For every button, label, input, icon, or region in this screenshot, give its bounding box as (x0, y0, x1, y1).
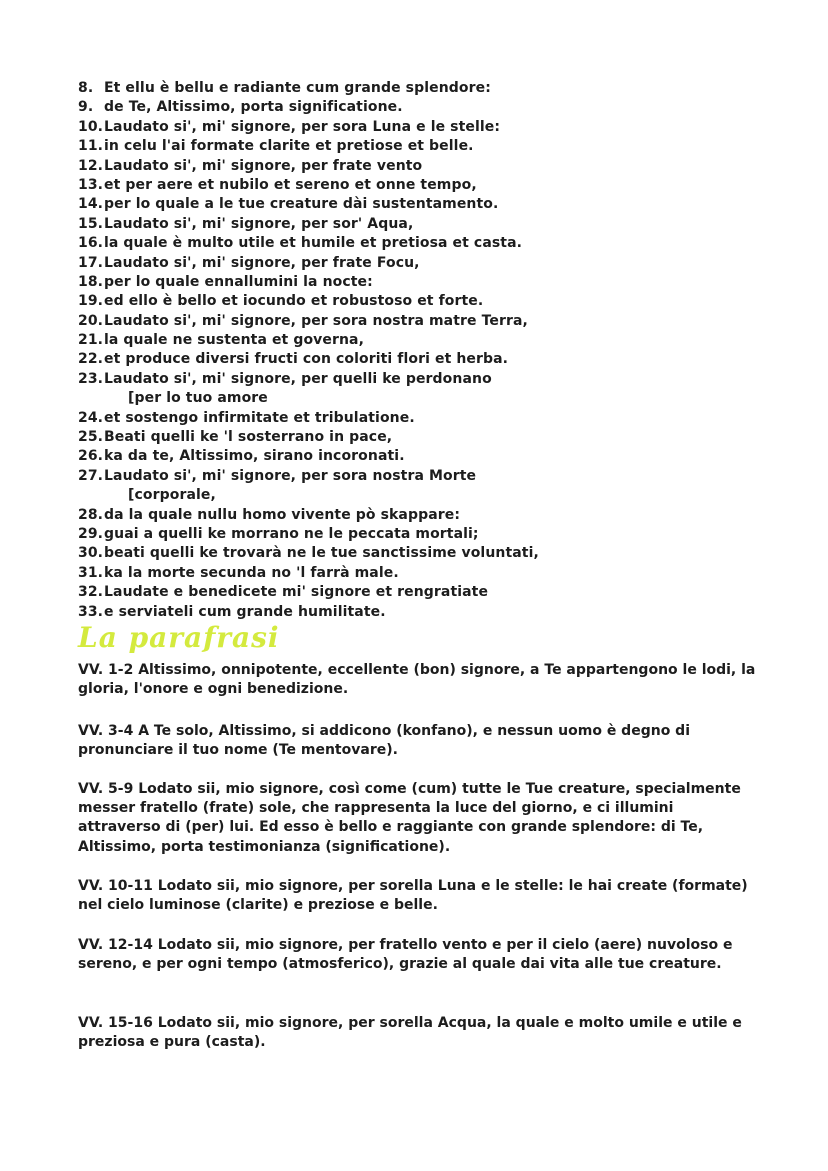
verse-number: 9. (78, 99, 94, 116)
verse-text: [per lo tuo amore (128, 390, 268, 407)
verse-number: 14. (78, 196, 104, 213)
verse-number: 11. (78, 138, 104, 155)
verse-text: [corporale, (128, 487, 216, 504)
verse-line (78, 409, 798, 428)
verse-line (78, 583, 798, 602)
verse-line (78, 195, 798, 214)
verse-line (78, 525, 798, 544)
verse-list (78, 79, 798, 622)
verse-text: Beati quelli ke 'l sosterrano in pace, (104, 429, 393, 446)
verse-text: de Te, Altissimo, porta significatione. (104, 99, 403, 116)
verse-text: Laudato si', mi' signore, per frate vento (104, 157, 423, 174)
verse-number: 29. (78, 525, 104, 542)
verse-text: per lo quale ennallumini la nocte: (104, 273, 373, 290)
verse-line (78, 98, 798, 117)
verse-number: 12. (78, 157, 104, 174)
verse-line (78, 157, 798, 176)
paraphrase-paragraph: VV. 5-9 Lodato sii, mio signore, così come (cum) tutte le Tue creature, specialmente messer fratello (frate) sole, che rappresenta la luce del giorno, e ci illumini attraverso di (per) lui. Ed esso è bello e raggiante con grande splendore: di Te, Altissimo, porta testimonianza (significatione). (78, 781, 741, 855)
paraphrase-paragraph: VV. 12-14 Lodato sii, mio signore, per fratello vento e per il cielo (aere) nuvoloso e sereno, e per ogni tempo (atmosferico), grazie al quale dai vita alle tue creature. (78, 937, 733, 973)
verse-line (78, 544, 798, 563)
verse-text: et sostengo infirmitate et tribulatione. (104, 409, 415, 426)
verse-line (78, 506, 798, 525)
verse-number: 22. (78, 351, 104, 368)
verse-line (78, 254, 798, 273)
verse-text: et per aere et nubilo et sereno et onne tempo, (104, 176, 477, 193)
verse-line (78, 234, 798, 253)
paraphrase-paragraph: VV. 1-2 Altissimo, onnipotente, eccellente (bon) signore, a Te appartengono le lodi, la gloria, l'onore e ogni benedizione. (78, 662, 756, 698)
verse-text: Et ellu è bellu e radiante cum grande splendore: (104, 80, 491, 96)
verse-number: 13. (78, 176, 104, 193)
verse-line (78, 370, 798, 389)
verse-line (78, 137, 798, 156)
verse-number: 27. (78, 467, 104, 484)
verse-line (78, 215, 798, 234)
verse-text: ka la morte secunda no 'l farrà male. (104, 564, 399, 581)
paraphrase-paragraph: VV. 10-11 Lodato sii, mio signore, per sorella Luna e le stelle: le hai create (formate) nel cielo luminose (clarite) e preziose e belle. (78, 878, 748, 914)
verse-text: Laudato si', mi' signore, per sora Luna e le stelle: (104, 118, 501, 135)
verse-text: guai a quelli ke morrano ne le peccata mortali; (104, 525, 479, 542)
verse-line (78, 312, 798, 331)
verse-text: per lo quale a le tue creature dài sustentamento. (104, 196, 499, 213)
verse-number: 26. (78, 448, 104, 465)
verse-text: Laudato si', mi' signore, per frate Focu, (104, 254, 420, 271)
verse-number: 19. (78, 293, 104, 310)
verse-number: 25. (78, 429, 104, 446)
verse-text: Laudato si', mi' signore, per sora nostra Morte (104, 467, 477, 484)
verse-text: Laudato si', mi' signore, per quelli ke perdonano (104, 370, 492, 387)
verse-number: 15. (78, 215, 104, 232)
verse-text: in celu l'ai formate clarite et pretiose et belle. (104, 138, 474, 155)
verse-number: 31. (78, 564, 104, 581)
verse-number: 8. (78, 80, 94, 96)
verse-number: 33. (78, 603, 104, 620)
verse-text: e serviateli cum grande humilitate. (104, 603, 386, 620)
section-title: La parafrasi (78, 621, 280, 654)
paraphrase-paragraph: VV. 15-16 Lodato sii, mio signore, per sorella Acqua, la quale e molto umile e utile e preziosa e pura (casta). (78, 1015, 742, 1051)
verse-line (78, 331, 798, 350)
verse-number: 30. (78, 545, 104, 562)
verse-line (78, 564, 798, 583)
verse-number: 23. (78, 370, 104, 387)
verse-number: 10. (78, 118, 104, 135)
verse-continuation (78, 389, 798, 408)
verse-text: ed ello è bello et iocundo et robustoso et forte. (104, 293, 484, 310)
verse-text: la quale è multo utile et humile et pretiosa et casta. (104, 235, 523, 252)
verse-continuation (78, 486, 798, 505)
verse-line (78, 273, 798, 292)
verse-number: 32. (78, 584, 104, 601)
verse-line (78, 79, 798, 98)
verse-number: 16. (78, 235, 104, 252)
verse-number: 24. (78, 409, 104, 426)
paraphrase-paragraph: VV. 3-4 A Te solo, Altissimo, si addicono (konfano), e nessun uomo è degno di pronunciare il tuo nome (Te mentovare). (78, 723, 691, 759)
verse-text: Laudato si', mi' signore, per sor' Aqua, (104, 215, 414, 232)
verse-text: da la quale nullu homo vivente pò skappare: (104, 506, 461, 523)
verse-text: Laudato si', mi' signore, per sora nostra matre Terra, (104, 312, 528, 329)
verse-number: 18. (78, 273, 104, 290)
verse-line (78, 428, 798, 447)
verse-line (78, 176, 798, 195)
verse-number: 17. (78, 254, 104, 271)
verse-line (78, 292, 798, 311)
verse-text: ka da te, Altissimo, sirano incoronati. (104, 448, 405, 465)
verse-line (78, 118, 798, 137)
verse-text: beati quelli ke trovarà ne le tue sanctissime voluntati, (104, 545, 539, 562)
verse-line (78, 447, 798, 466)
verse-line (78, 350, 798, 369)
verse-number: 21. (78, 332, 104, 349)
verse-line (78, 467, 798, 486)
verse-number: 28. (78, 506, 104, 523)
verse-text: et produce diversi fructi con coloriti flori et herba. (104, 351, 509, 368)
verse-text: la quale ne sustenta et governa, (104, 332, 365, 349)
verse-text: Laudate e benedicete mi' signore et rengratiate (104, 584, 489, 601)
verse-number: 20. (78, 312, 104, 329)
